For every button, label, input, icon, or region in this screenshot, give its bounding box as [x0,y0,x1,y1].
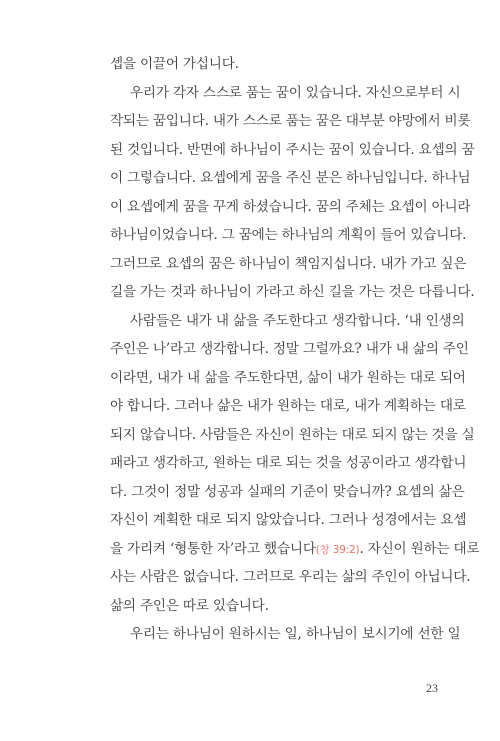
text-line: 되지 않습니다. 사람들은 자신이 원하는 대로 되지 않는 것을 실 [110,426,475,443]
text-line: 이라면, 내가 내 삶을 주도한다면, 삶이 내가 원하는 대로 되어 [110,369,466,386]
text-segment: . 자신이 원하는 대로 [359,540,480,557]
text-line: 이 그렇습니다. 요셉에게 꿈을 주신 분은 하나님입니다. 하나님 [110,170,471,186]
text-line: 된 것입니다. 반면에 하나님이 주시는 꿈이 있습니다. 요셉의 꿈 [110,141,475,158]
text-line-with-reference [110,535,480,564]
text-line: 주인은 나’라고 생각합니다. 정말 그럴까요? 내가 내 삶의 주인 [110,341,469,357]
text-line: 사람들은 내가 내 삶을 주도한다고 생각합니다. ‘내 인생의 [130,312,465,329]
text-line: 이 요셉에게 꿈을 꾸게 하셨습니다. 꿈의 주체는 요셉이 아니라 [110,198,471,215]
page-number: 23 [426,681,438,695]
text-segment: 을 가리켜 ‘형통한 자’라고 했습니다 [110,540,316,557]
text-line: 야 합니다. 그러나 삶은 내가 원하는 대로, 내가 계획하는 대로 [110,398,466,414]
text-line: 작되는 꿈입니다. 내가 스스로 품는 꿈은 대부분 야망에서 비롯 [110,113,471,129]
text-line: 우리는 하나님이 원하시는 일, 하나님이 보시기에 선한 일 [130,626,461,642]
text-line: 셉을 이끌어 가십니다. [110,56,239,72]
text-line: 삶의 주인은 따로 있습니다. [110,597,269,614]
text-line: 길을 가는 것과 하나님이 가라고 하신 길을 가는 것은 다릅니다. [110,284,475,300]
scripture-reference: (창 39:2) [315,543,360,556]
text-line: 우리가 각자 스스로 품는 꿈이 있습니다. 자신으로부터 시 [130,84,461,101]
text-line: 패라고 생각하고, 원하는 대로 되는 것을 성공이라고 생각합니 [110,455,467,471]
text-line: 자신이 계획한 대로 되지 않았습니다. 그러나 성경에서는 요셉 [110,512,467,528]
body-text [110,50,480,649]
text-line: 다. 그것이 정말 성공과 실패의 기준이 맞습니까? 요셉의 삶은 [110,483,465,500]
text-line: 그러므로 요셉의 꿈은 하나님이 책임지십니다. 내가 가고 싶은 [110,255,467,272]
text-line: 하나님이었습니다. 그 꿈에는 하나님의 계획이 들어 있습니다. [110,227,467,243]
text-line: 사는 사람은 없습니다. 그러므로 우리는 삶의 주인이 아닙니다. [110,569,471,585]
